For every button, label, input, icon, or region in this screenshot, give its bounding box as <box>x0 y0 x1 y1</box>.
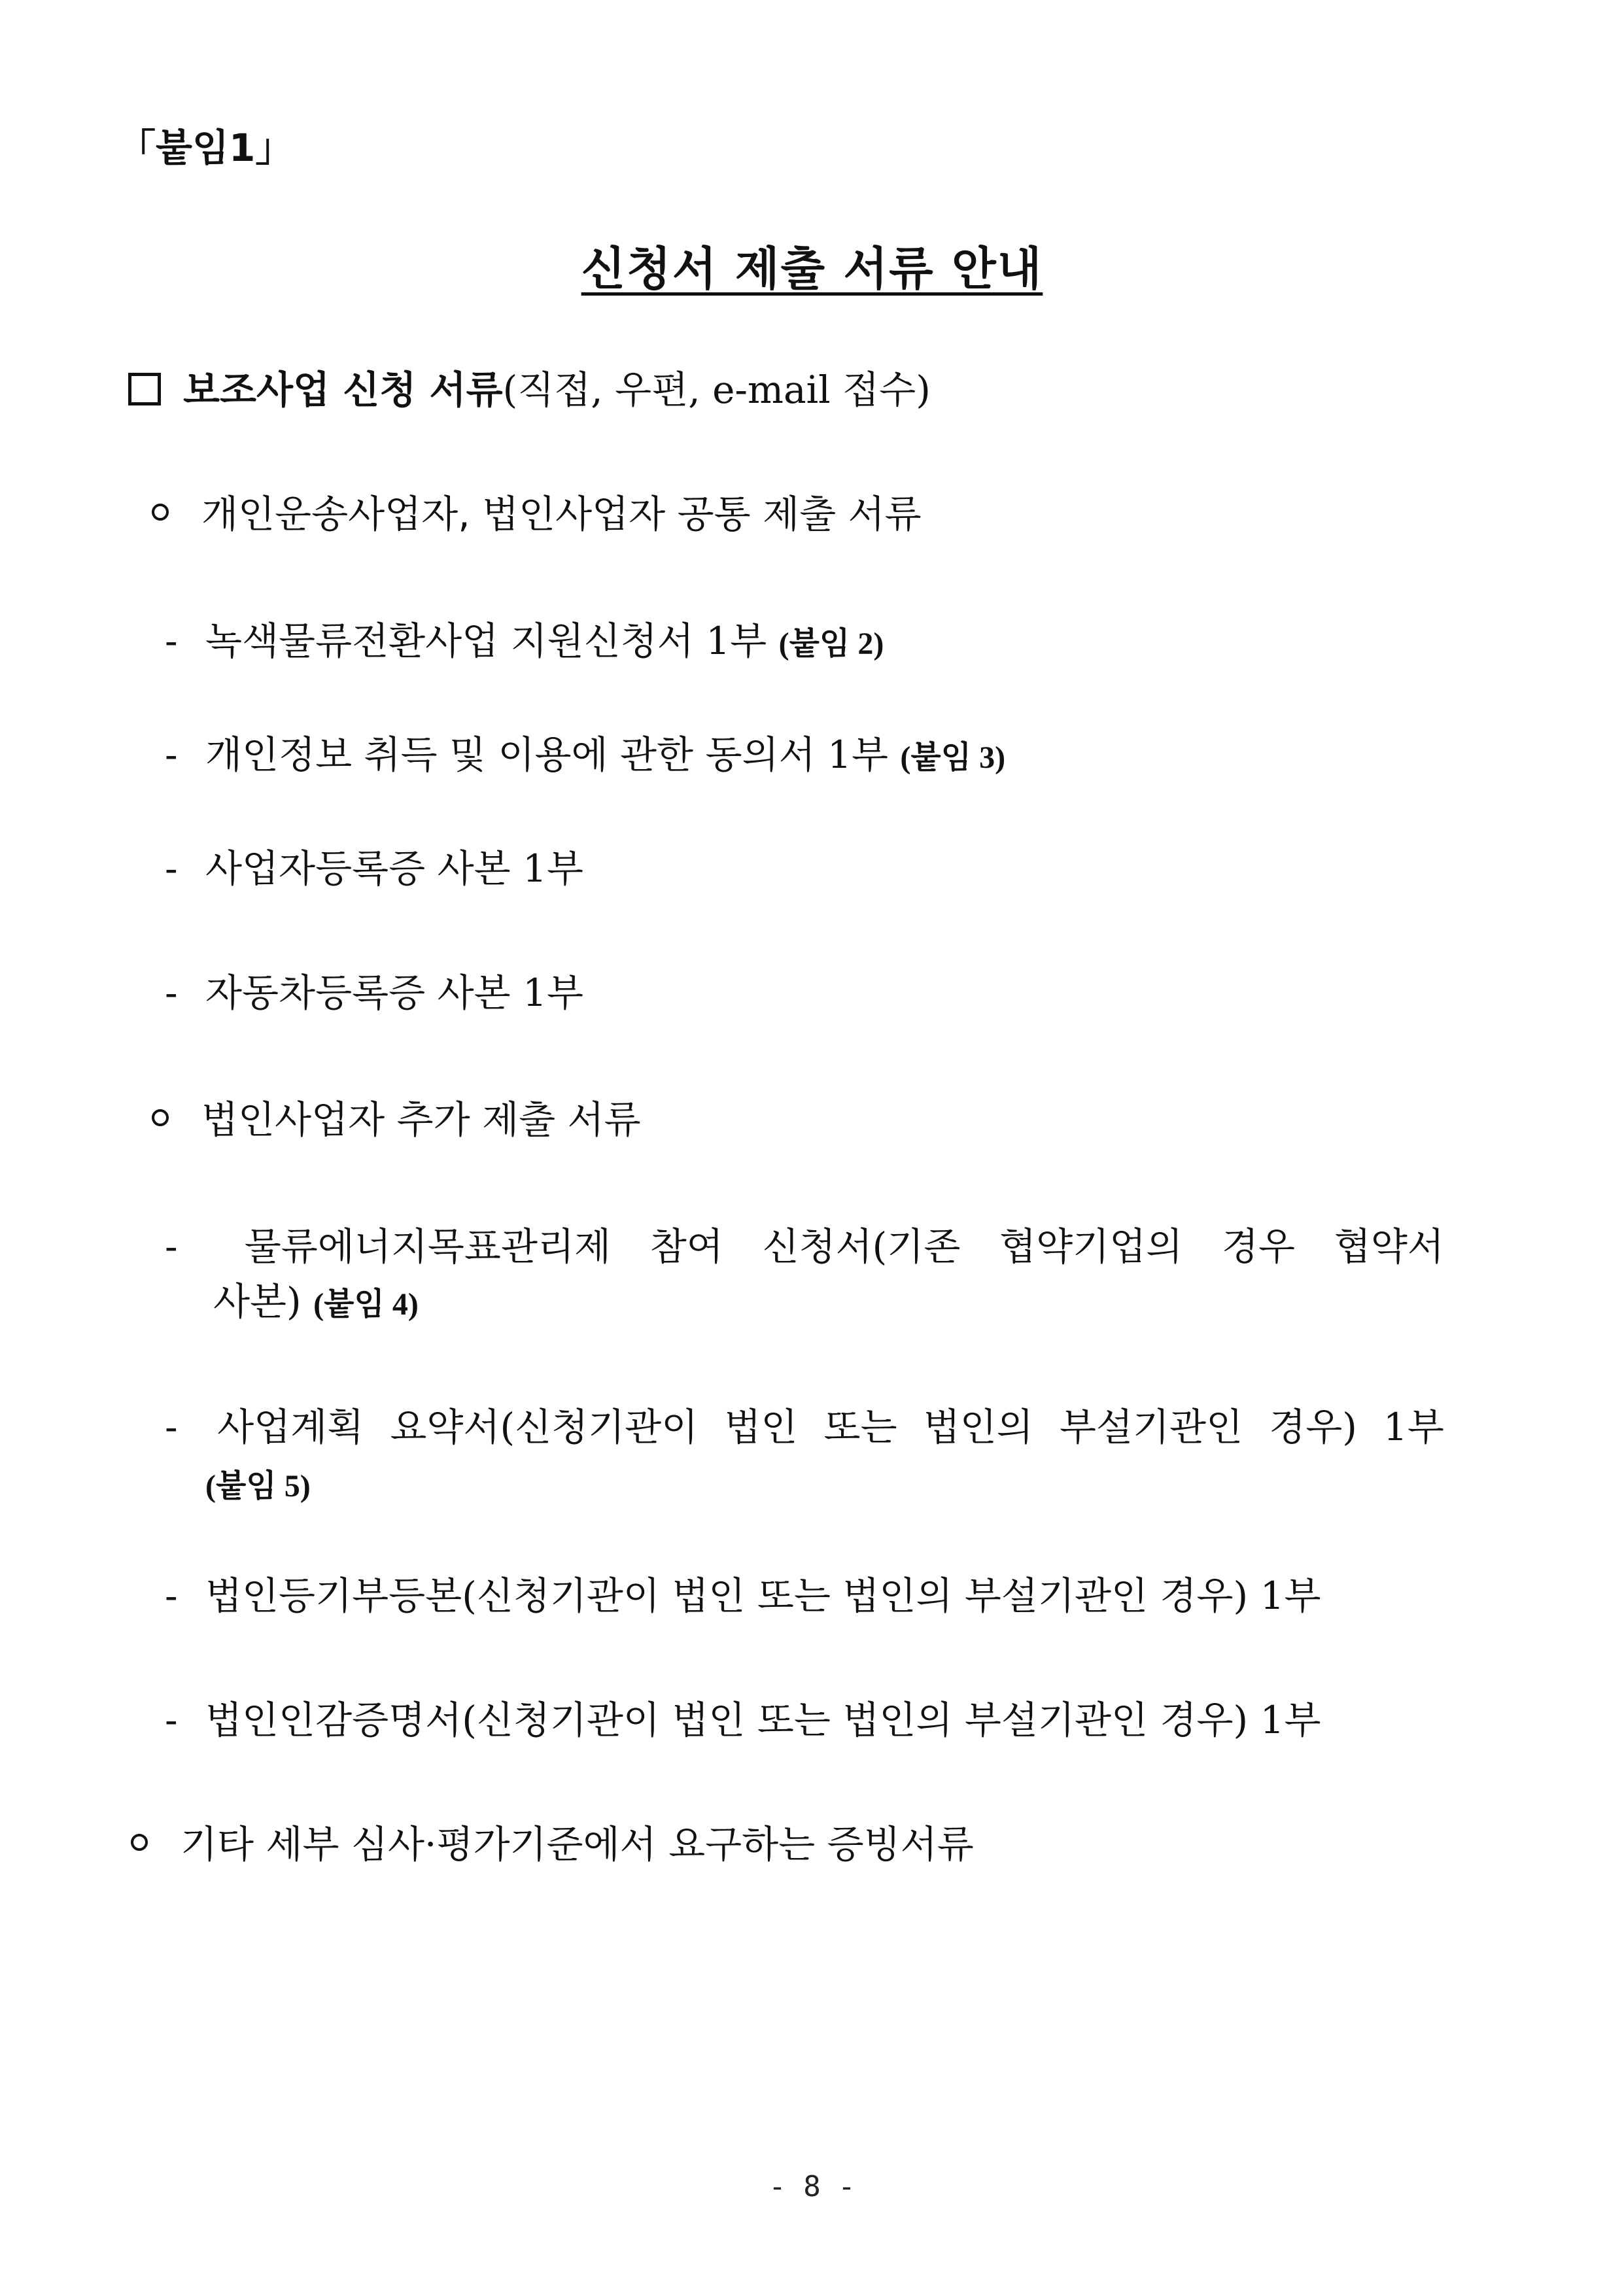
other-item-text: 기타 세부 심사·평가기준에서 요구하는 증빙서류 <box>181 1822 974 1867</box>
list-item: - 물류에너지목표관리제 참여 신청서(기존 협약기업의 경우 협약서 <box>165 1224 1444 1269</box>
document-title <box>0 239 1624 298</box>
list-item-text: 사본) <box>213 1279 302 1324</box>
common-group-heading <box>152 490 922 538</box>
document-title-text: 신청서 제출 서류 안내 <box>581 242 1043 296</box>
circle-bullet-icon <box>152 504 169 521</box>
list-item: - 법인인감증명서(신청기관이 법인 또는 법인의 부설기관인 경우) 1부 <box>165 1698 1321 1742</box>
list-item-text: 개인정보 취득 및 이용에 관한 동의서 1부 <box>205 732 888 777</box>
list-item: - 사업계획 요약서(신청기관이 법인 또는 법인의 부설기관인 경우) 1부 <box>165 1405 1444 1449</box>
list-item-text: 녹색물류전환사업 지원신청서 1부 <box>205 619 767 663</box>
list-item-text: 사업자등록증 사본 1부 <box>205 846 584 891</box>
list-item: - 녹색물류전환사업 지원신청서 1부 (붙임 2) <box>165 619 884 663</box>
list-item-word: 물류에너지목표관리제 <box>244 1224 612 1269</box>
attachment-ref: (붙임 5) <box>205 1469 311 1504</box>
list-item-word: 경우 <box>1222 1224 1296 1269</box>
list-item-word: 부설기관인 <box>1059 1405 1243 1449</box>
list-item-word: 경우) <box>1269 1405 1357 1449</box>
list-item-word: 협약서 <box>1334 1224 1444 1269</box>
corp-group-heading <box>152 1096 641 1143</box>
section-heading-bold: 보조사업 신청 서류 <box>183 368 503 412</box>
list-item-word: 요약서(신청기관이 <box>390 1405 699 1449</box>
common-group-heading-text: 개인운송사업자, 법인사업자 공통 제출 서류 <box>201 492 922 536</box>
circle-bullet-icon <box>152 1109 169 1126</box>
list-item-text: 자동차등록증 사본 1부 <box>205 971 584 1015</box>
list-item-text: 법인인감증명서(신청기관이 법인 또는 법인의 부설기관인 경우) 1부 <box>205 1698 1321 1742</box>
list-item: - 법인등기부등본(신청기관이 법인 또는 법인의 부설기관인 경우) 1부 <box>165 1574 1321 1618</box>
square-bullet-icon <box>128 373 161 405</box>
list-item: - 개인정보 취득 및 이용에 관한 동의서 1부 (붙임 3) <box>165 732 1006 777</box>
list-item-word: 신청서(기존 <box>762 1224 961 1269</box>
attachment-ref: (붙임 2) <box>778 627 884 661</box>
list-item-continuation <box>205 1460 311 1510</box>
list-item-word: 법인의 <box>923 1405 1033 1449</box>
list-item-continuation <box>213 1278 419 1328</box>
attachment-ref: (붙임 3) <box>900 740 1006 775</box>
other-item <box>131 1821 974 1868</box>
circle-bullet-icon <box>131 1834 148 1851</box>
list-item-word: 협약기업의 <box>999 1224 1183 1269</box>
list-item-text: 법인등기부등본(신청기관이 법인 또는 법인의 부설기관인 경우) 1부 <box>205 1574 1321 1618</box>
list-item-word: 법인 <box>724 1405 798 1449</box>
section-heading <box>128 366 931 413</box>
corp-group-heading-text: 법인사업자 추가 제출 서류 <box>201 1097 641 1142</box>
page-number: - 8 - <box>769 2170 855 2203</box>
list-item-word: 참여 <box>649 1224 723 1269</box>
list-item-word: 사업계획 <box>217 1405 364 1449</box>
attachment-label: 「붙임1」 <box>118 126 294 170</box>
list-item: - 자동차등록증 사본 1부 <box>165 971 584 1015</box>
list-item-word: 1부 <box>1383 1405 1444 1449</box>
attachment-ref: (붙임 4) <box>313 1287 419 1322</box>
list-item: - 사업자등록증 사본 1부 <box>165 846 584 891</box>
list-item-word: 또는 <box>823 1405 897 1449</box>
section-heading-paren: (직접, 우편, e-mail 접수) <box>502 368 931 412</box>
